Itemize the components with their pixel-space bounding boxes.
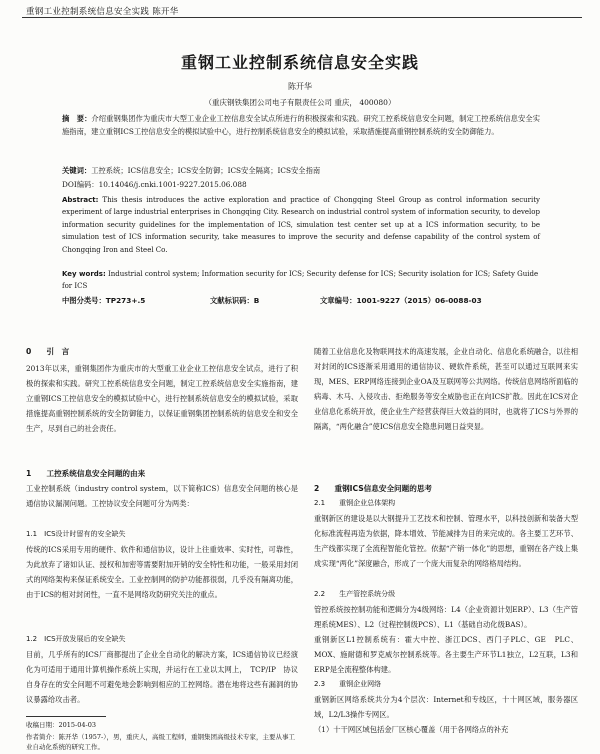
section-1-1-paragraph: 传统的ICS采用专用的硬件、软件和通信协议，设计上往重效率、实时性，可靠性，为此放弃了诸如认证、授权和加密等需要附加开销的安全特性和功能，一般采用封闭式的网络架构来保证系统安全。工业控制网的防护功能都很弱，几乎没有隔离功能，由于ICS的相对封闭性，一直不是网络攻防研究关注的重点。 [26, 545, 298, 600]
abstract-cn-text: 介绍重钢集团作为重庆市大型工业企业工控信息安全试点所进行的积极探索和实践。研究工控系统信息安全问题，制定工控系统信息安全实施指南，建立重钢ICS工控信息安全的模拟试验中心，进行控制系统信息安全的模拟试验，采取措施提高重钢控制系统的安全防御能力。 [62, 114, 540, 136]
section-1-paragraph: 工业控制系统（industry control system，以下简称ICS）信息安全问题的核心是通信协议漏洞问题。工控协议安全问题可分为两类： [26, 484, 298, 509]
footnote-received: 收稿日期：2015-04-03 [26, 721, 96, 729]
classification-number: 中图分类号：TP273+.5 [62, 296, 146, 305]
document-code: 文献标识码：B [210, 296, 260, 305]
running-header: 重钢工业控制系统信息安全实践 陈开华 [26, 7, 179, 17]
section-1-heading: 1 工控系统信息安全问题的由来 [26, 469, 146, 478]
section-0-paragraph: 2013年以来，重钢集团作为重庆市的大型重工业企业工控信息安全试点，进行了积极的探索和实践。研究工控系统信息安全问题，制定工控系统信息安全实施指南，建立重钢ICS工控信息安全的模拟试验中心，进行控制系统信息安全的模拟试验，采取措施提高重钢控制系统的安全防御能力，以保证重钢集团控制系统的信息安全和安全生产，尽到自己的社会责任。 [26, 364, 298, 434]
section-2-2-heading: 2.2 生产管控系统分级 [314, 590, 396, 598]
section-1-2-heading: 1.2 ICS开放发展后的安全缺失 [26, 635, 126, 643]
header-rule [22, 17, 582, 18]
keywords-en-label: Key words: [62, 270, 106, 278]
footnote-author-info: 作者简介：陈开华（1957-），男，重庆人，高级工程师，重钢集团高级技术专家，主要从事工业自动化系统的研究工作。 [26, 733, 295, 751]
section-2-3-paragraph-1: 重钢新区网络系统共分为4个层次：Internet和专线区，十十网区域，服务器区域，L2/L3操作专网区。 [314, 695, 578, 720]
section-2-2-paragraph-1: 管控系统按控制功能和逻辑分为4级网络：L4（企业资源计划ERP）、L3（生产管理系统MES）、L2（过程控制级PCS）、L1（基础自动化级BAS）。 [314, 605, 578, 630]
abstract-en-label: Abstract: [62, 196, 99, 204]
section-2-3-paragraph-2: （1）十干网区域包括金厂区核心覆盖（用于各网络点的补充 [314, 725, 509, 734]
author-name: 陈开华 [288, 82, 312, 91]
keywords-en [62, 268, 540, 293]
section-1-1-heading: 1.1 ICS设计时留有的安全缺失 [26, 530, 126, 538]
section-0-heading: 0 引 言 [26, 347, 70, 356]
section-2-3-heading: 2.3 重钢企业网络 [314, 680, 382, 688]
abstract-en [62, 194, 540, 256]
section-2-2-paragraph-2: 重钢新区L1控制系统有：霍大中控、浙江DCS、西门子PLC、GE PLC、MOX、施耐德和罗克威尔控制系统等。各主要生产环节L1独立，L2互联，L3和ERP是全流程整体构建。 [314, 635, 578, 675]
keywords-cn [62, 166, 540, 176]
right-intro-paragraph: 随着工业信息化及物联网技术的高速发展，企业自动化、信息化系统融合，以往相对封闭的ICS逐渐采用通用的通信协议、硬软件系统，甚至可以通过互联网来实现，MES、ERP网络连接到企业OA及互联网等公共网络。传统信息网络所面临的病毒、木马、入侵攻击、拒绝服务等安全威胁也正在向ICS扩散。因此在ICS对企业信息化系统开放，使企业生产经营获得巨大效益的同时，也就将了ICS与外界的隔离，“两化融合”使ICS信息安全隐患问题日益突显。 [314, 347, 578, 432]
section-2-heading: 2 重钢ICS信息安全问题的思考 [314, 484, 433, 493]
doi-code: DOI编码：10.14046/j.cnki.1001-9227.2015.06.088 [62, 180, 247, 189]
article-number: 文章编号：1001-9227（2015）06-0088-03 [320, 296, 482, 305]
abstract-en-text: This thesis introduces the active exploration and practice of Chongqing Steel Group as control information security experiment of large industrial enterprises in Chongqing City. Research on industrial control system of information security, to develop information security guidelines for the implementation of ICS, simulation test center set up at a ICS information security, to be simulation test of ICS information security, take measures to improve the security and defense capability of the control system of Chongqing Iron and Steel Co. [62, 196, 540, 254]
section-2-1-heading: 2.1 重钢企业总体架构 [314, 499, 396, 507]
section-1-2-paragraph: 目前，几乎所有的ICS厂商都提出了企业全自动化的解决方案，ICS通信协议已经演化为可适用于通用计算机操作系统上实现，并运行在工业以太网上， TCP/IP 协议自身存在的安全问题不可避免地会影响到相应的工控网络。潜在地将这些有漏洞的协议暴露给攻击者。 [26, 650, 298, 705]
author-affiliation: （重庆钢铁集团公司电子有限责任公司 重庆， 400080） [204, 98, 396, 107]
keywords-cn-text: 工控系统；ICS信息安全；ICS安全防御；ICS安全隔离；ICS安全指南 [91, 166, 321, 175]
footnote-rule [26, 716, 106, 717]
keywords-en-text: Industrial control system; Information security for ICS; Security defense for ICS; Security isolation for ICS; Safety Guide for ICS [62, 270, 539, 291]
abstract-cn [62, 113, 540, 138]
keywords-cn-label: 关键词： [62, 166, 92, 175]
article-title: 重钢工业控制系统信息安全实践 [180, 53, 419, 72]
abstract-cn-label: 摘 要： [62, 114, 92, 123]
section-2-1-paragraph: 重钢新区的建设是以大钢提升工艺技术和控制、管理水平，以科技创新和装备大型化标准流程再造为依据，降本增效、节能减排为目的来完成的。各主要工艺环节、生产线都实现了全流程智能化管控。依据“产销一体化”的思想，重钢在各产线上集成实现“两化”深度融合，形成了一个庞大而复杂的网络格局结构。 [314, 514, 578, 569]
